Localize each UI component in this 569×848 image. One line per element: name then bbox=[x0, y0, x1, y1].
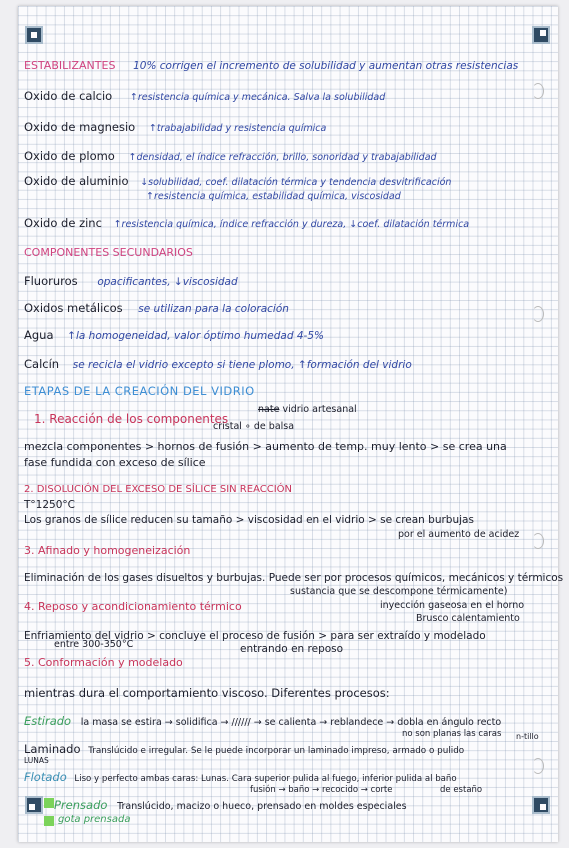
term-description: ↑resistencia química, estabilidad química, viscosidad bbox=[146, 191, 401, 202]
term-line bbox=[24, 174, 451, 188]
process-note: n-tillo bbox=[516, 732, 539, 741]
process-description: Translúcido e irregular. Se le puede incorporar un laminado impreso, armado o pulido bbox=[88, 746, 465, 756]
highlight-mark-icon bbox=[44, 798, 54, 808]
corner-marker-icon bbox=[532, 796, 550, 814]
process-line bbox=[24, 714, 501, 728]
process-note: gota prensada bbox=[58, 814, 131, 825]
process-term: Estirado bbox=[24, 714, 72, 728]
term-line bbox=[24, 274, 238, 288]
binder-hole-icon bbox=[532, 533, 544, 549]
process-note: no son planas las caras bbox=[402, 729, 502, 739]
binder-hole-icon bbox=[532, 758, 544, 774]
step-temperature: T°1250°C bbox=[24, 499, 75, 511]
term: Agua bbox=[24, 328, 54, 342]
term: Oxido de zinc bbox=[24, 216, 102, 230]
section-heading: ETAPAS DE LA CREACIÓN DEL VIDRIO bbox=[24, 384, 255, 398]
process-line bbox=[24, 742, 464, 756]
step-body: mientras dura el comportamiento viscoso. Diferentes procesos: bbox=[24, 686, 390, 700]
corner-marker-icon bbox=[532, 26, 550, 44]
process-term: Laminado bbox=[24, 742, 81, 756]
step-note bbox=[258, 404, 357, 415]
term-line bbox=[24, 357, 412, 371]
term-line bbox=[24, 216, 469, 230]
term: Oxido de magnesio bbox=[24, 120, 136, 134]
process-line bbox=[54, 798, 407, 812]
section-heading: ESTABILIZANTES bbox=[24, 59, 116, 72]
highlight-mark-icon bbox=[44, 816, 54, 826]
step-note: sustancia que se descompone térmicamente) bbox=[290, 586, 508, 597]
step-heading: 4. Reposo y acondicionamiento térmico bbox=[24, 600, 242, 613]
term-description: ↑trabajabilidad y resistencia química bbox=[148, 123, 327, 134]
corner-marker-icon bbox=[25, 26, 43, 44]
step-note: entrando en reposo bbox=[240, 643, 344, 655]
process-note: fusión → baño → recocido → corte bbox=[250, 785, 393, 795]
section-summary: 10% corrigen el incremento de solubilidad y aumentan otras resistencias bbox=[133, 60, 519, 72]
step-note-text: vidrio artesanal bbox=[282, 404, 357, 415]
corner-marker-icon bbox=[25, 796, 43, 814]
step-body: fase fundida con exceso de sílice bbox=[24, 456, 206, 469]
step-heading: 2. DISOLUCIÓN DEL EXCESO DE SÍLICE SIN REACCIÓN bbox=[24, 484, 292, 495]
process-description: Liso y perfecto ambas caras: Lunas. Cara superior pulida al fuego, inferior pulida al baño bbox=[74, 774, 457, 784]
term-line bbox=[24, 89, 385, 103]
process-line bbox=[24, 770, 457, 784]
step-body: mezcla componentes > hornos de fusión > aumento de temp. muy lento > se crea una bbox=[24, 440, 507, 453]
process-term: Flotado bbox=[24, 770, 67, 784]
term-description: ↑densidad, el índice refracción, brillo, sonoridad y trabajabilidad bbox=[128, 152, 437, 163]
term: Fluoruros bbox=[24, 274, 78, 288]
term-description: ↑resistencia química, índice refracción y dureza, ↓coef. dilatación térmica bbox=[113, 219, 470, 230]
step-note: cristal ∘ de balsa bbox=[213, 421, 295, 432]
process-term: Prensado bbox=[54, 798, 108, 812]
step-heading: 5. Conformación y modelado bbox=[24, 656, 183, 669]
step-note: por el aumento de acidez bbox=[398, 529, 520, 540]
struck-text: nate bbox=[258, 404, 280, 415]
term-description: opacificantes, ↓viscosidad bbox=[97, 276, 238, 288]
process-note: de estaño bbox=[440, 785, 483, 795]
notebook-page bbox=[18, 6, 564, 842]
step-body: Eliminación de los gases disueltos y burbujas. Puede ser por procesos químicos, mecánicos y térmicos bbox=[24, 572, 564, 584]
term-line bbox=[24, 328, 324, 342]
binder-hole-icon bbox=[532, 83, 544, 99]
term-description: ↑resistencia química y mecánica. Salva la solubilidad bbox=[129, 92, 386, 103]
term-description: se recicla el vidrio excepto si tiene plomo, ↑formación del vidrio bbox=[72, 359, 412, 371]
term-line bbox=[24, 120, 326, 134]
step-note: Brusco calentamiento bbox=[416, 613, 520, 624]
step-body: Enfriamiento del vidrio > concluye el proceso de fusión > para ser extraído y modelado bbox=[24, 630, 486, 642]
term: Calcín bbox=[24, 357, 60, 371]
step-heading: 1. Reacción de los componentes bbox=[34, 412, 229, 426]
section-line bbox=[24, 58, 518, 72]
term-description: se utilizan para la coloración bbox=[138, 303, 289, 315]
term-line bbox=[24, 149, 437, 163]
process-description: Translúcido, macizo o hueco, prensado en moldes especiales bbox=[117, 801, 407, 812]
step-temperature: entre 300-350°C bbox=[54, 639, 134, 650]
process-note: LUNAS bbox=[24, 756, 49, 765]
binder-hole-icon bbox=[532, 306, 544, 322]
term-description: ↓solubilidad, coef. dilatación térmica y tendencia desvitrificación bbox=[140, 177, 452, 188]
term: Oxido de calcio bbox=[24, 89, 113, 103]
process-description: la masa se estira → solidifica → ////// → se calienta → reblandece → dobla en ángulo recto bbox=[80, 717, 502, 728]
term-description: ↑la homogeneidad, valor óptimo humedad 4-5% bbox=[67, 330, 324, 342]
step-note: inyección gaseosa en el horno bbox=[380, 600, 525, 611]
section-heading: COMPONENTES SECUNDARIOS bbox=[24, 246, 193, 259]
step-body: Los granos de sílice reducen su tamaño > viscosidad en el vidrio > se crean burbujas bbox=[24, 514, 474, 526]
step-heading: 3. Afinado y homogeneización bbox=[24, 544, 191, 557]
term-line bbox=[24, 301, 289, 315]
term: Oxidos metálicos bbox=[24, 301, 123, 315]
term: Oxido de plomo bbox=[24, 149, 115, 163]
term: Oxido de aluminio bbox=[24, 174, 129, 188]
